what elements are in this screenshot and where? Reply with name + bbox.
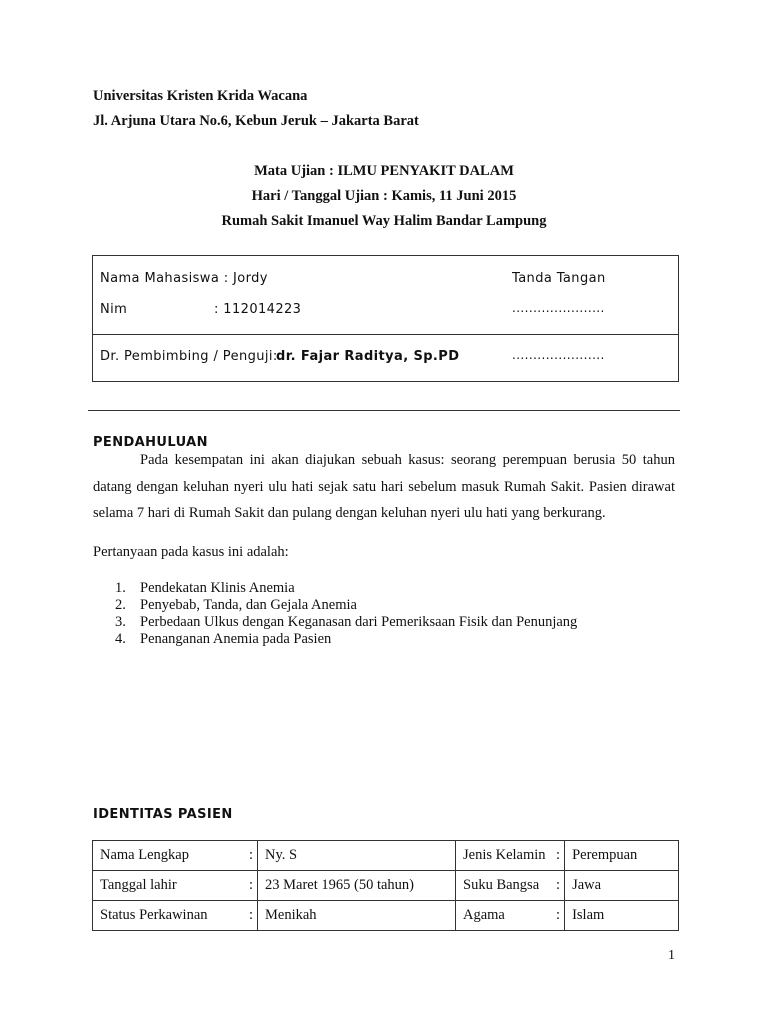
list-text: Penanganan Anemia pada Pasien — [140, 631, 332, 647]
table-cell-value: Ny. S — [258, 841, 456, 871]
nim-value: : 112014223 — [214, 302, 302, 317]
exam-subject: Mata Ujian : ILMU PENYAKIT DALAM — [254, 163, 514, 179]
table-cell-colon: : — [246, 901, 258, 931]
table-cell-label: Jenis Kelamin — [456, 841, 553, 871]
patient-heading: IDENTITAS PASIEN — [93, 807, 233, 822]
table-cell-value: Menikah — [258, 901, 456, 931]
exam-date: Hari / Tanggal Ujian : Kamis, 11 Juni 2015 — [251, 188, 517, 204]
list-item — [93, 580, 653, 597]
list-item — [93, 631, 653, 648]
table-cell-value: 23 Maret 1965 (50 tahun) — [258, 871, 456, 901]
table-cell-label: Status Perkawinan — [93, 901, 246, 931]
signature-label: Tanda Tangan — [512, 271, 606, 286]
horizontal-rule — [88, 410, 680, 411]
supervisor-name: dr. Fajar Raditya, Sp.PD — [276, 349, 460, 364]
exam-hospital: Rumah Sakit Imanuel Way Halim Bandar Lampung — [221, 213, 547, 229]
supervisor-label: Dr. Pembimbing / Penguji: — [100, 349, 278, 364]
supervisor-signature-line: ...................... — [512, 348, 605, 362]
table-cell-label: Suku Bangsa — [456, 871, 553, 901]
nim-label: Nim — [100, 302, 128, 317]
table-cell-label: Tanggal lahir — [93, 871, 246, 901]
signature-line: ...................... — [512, 301, 605, 315]
list-text: Pendekatan Klinis Anemia — [140, 580, 295, 596]
list-text: Perbedaan Ulkus dengan Keganasan dari Pemeriksaan Fisik dan Penunjang — [140, 614, 578, 630]
intro-text: Pada kesempatan ini akan diajukan sebuah kasus: seorang perempuan berusia 50 tahun datang dengan keluhan nyeri ulu hati sejak satu hari sebelum masuk Rumah Sakit. Pasien dirawat selama 7 hari di Rumah Sakit dan pulang dengan keluhan nyeri ulu hati yang berkurang. — [93, 452, 675, 521]
table-row — [93, 841, 679, 871]
table-cell-value: Jawa — [565, 871, 679, 901]
page-number: 1 — [668, 948, 675, 963]
box-divider — [93, 334, 678, 335]
table-cell-value: Islam — [565, 901, 679, 931]
table-cell-value: Perempuan — [565, 841, 679, 871]
university-address: Jl. Arjuna Utara No.6, Kebun Jeruk – Jakarta Barat — [93, 113, 419, 129]
list-item — [93, 597, 653, 614]
list-number: 2. — [115, 597, 126, 613]
student-name: Nama Mahasiswa : Jordy — [100, 271, 268, 286]
list-number: 3. — [115, 614, 126, 630]
table-cell-colon: : — [246, 841, 258, 871]
table-cell-colon: : — [553, 871, 565, 901]
table-cell-label: Nama Lengkap — [93, 841, 246, 871]
question-list — [93, 580, 653, 648]
table-cell-colon: : — [553, 841, 565, 871]
list-text: Penyebab, Tanda, dan Gejala Anemia — [140, 597, 357, 613]
table-cell-colon: : — [553, 901, 565, 931]
intro-heading: PENDAHULUAN — [93, 435, 208, 450]
list-number: 1. — [115, 580, 126, 596]
table-row — [93, 871, 679, 901]
list-item — [93, 614, 653, 631]
questions-intro: Pertanyaan pada kasus ini adalah: — [93, 544, 289, 560]
university-name: Universitas Kristen Krida Wacana — [93, 88, 308, 104]
patient-identity-table — [92, 840, 679, 931]
table-cell-label: Agama — [456, 901, 553, 931]
intro-paragraph — [93, 447, 675, 527]
table-cell-colon: : — [246, 871, 258, 901]
list-number: 4. — [115, 631, 126, 647]
table-row — [93, 901, 679, 931]
